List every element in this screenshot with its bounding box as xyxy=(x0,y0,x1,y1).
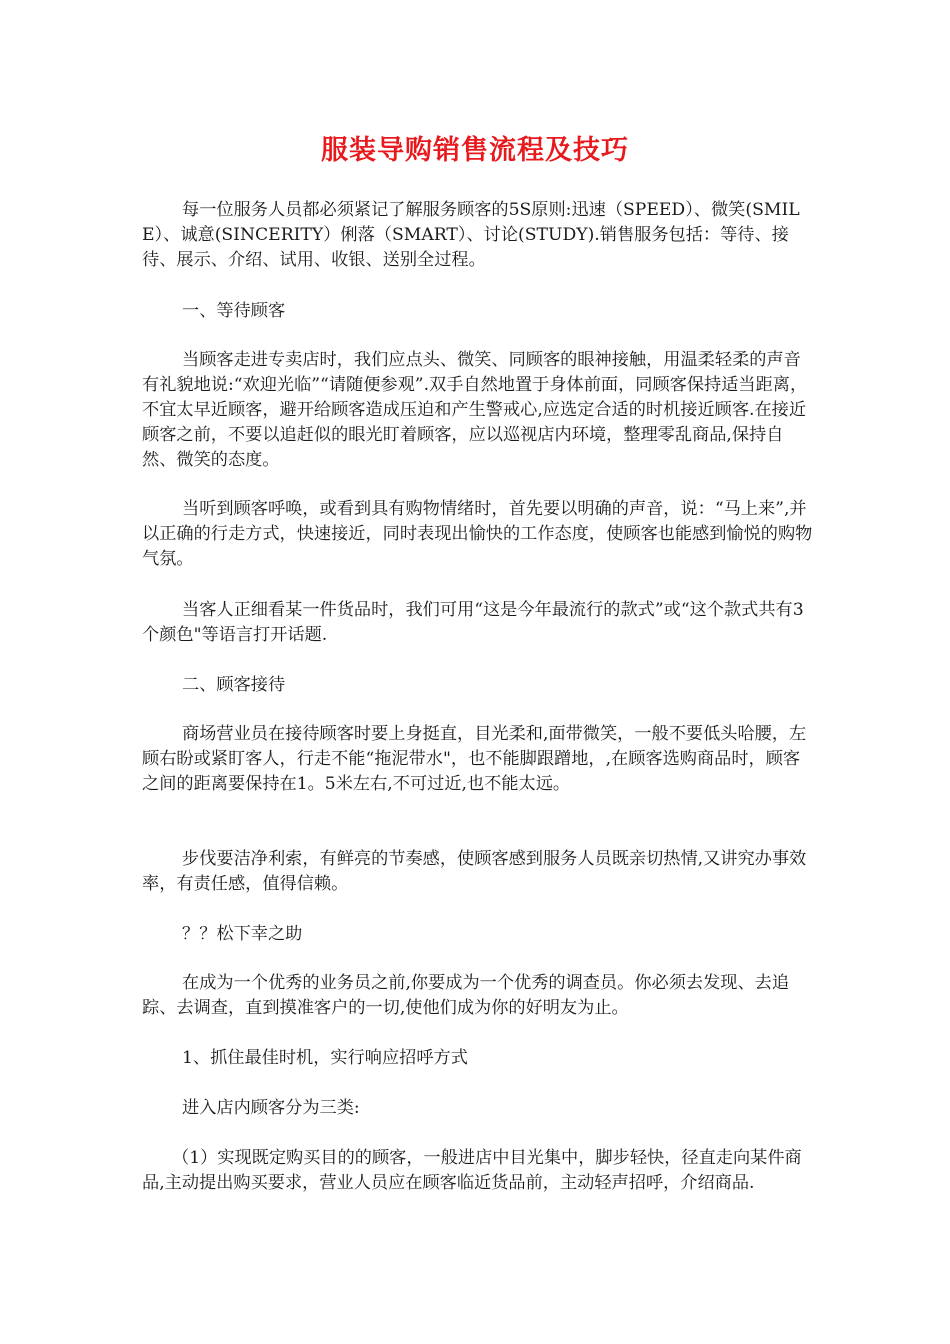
document-title: 服装导购销售流程及技巧 xyxy=(321,135,629,166)
quote-heading: ？？松下幸之助 xyxy=(182,924,303,944)
step-heading-1: 1、抓住最佳时机，实行响应招呼方式 xyxy=(182,1048,468,1068)
receive-paragraph-1: 商场营业员在接待顾客时要上身挺直，目光柔和,面带微笑，一般不要低头哈腰，左顾右盼或紧盯客人，行走不能“拖泥带水"，也不能脚跟蹭地，,在顾客选购商品时，顾客之间的距离要保持在1。5米左右,不可过近,也不能太远。 xyxy=(142,724,807,794)
wait-paragraph-2: 当听到顾客呼唤，或看到具有购物情绪时，首先要以明确的声音，说：“马上来”,并以正确的行走方式，快速接近，同时表现出愉快的工作态度，使顾客也能感到愉悦的购物气氛。 xyxy=(142,499,813,569)
wait-paragraph-3: 当客人正细看某一件货品时，我们可用“这是今年最流行的款式”或“这个款式共有3个颜色"等语言打开话题. xyxy=(142,600,804,645)
wait-paragraph-1: 当顾客走进专卖店时，我们应点头、微笑、同顾客的眼神接触，用温柔轻柔的声音有礼貌地说:“欢迎光临”“请随便参观”.双手自然地置于身体前面，同顾客保持适当距离，不宜太早近顾客，避开给顾客造成压迫和产生警戒心,应选定合适的时机接近顾客.在接近顾客之前，不要以追赶似的眼光盯着顾客，应以巡视店内环境，整理零乱商品,保持自然、微笑的态度。 xyxy=(142,350,808,470)
receive-paragraph-2: 步伐要洁净利索，有鲜亮的节奏感，使顾客感到服务人员既亲切热情,又讲究办事效率，有责任感，值得信赖。 xyxy=(142,849,807,894)
quote-paragraph: 在成为一个优秀的业务员之前,你要成为一个优秀的调查员。你必须去发现、去追踪、去调查，直到摸准客户的一切,使他们成为你的好明友为止。 xyxy=(142,973,790,1018)
section-heading-receive: 二、顾客接待 xyxy=(182,675,286,695)
customer-types-heading: 进入店内顾客分为三类: xyxy=(182,1098,360,1118)
section-heading-wait: 一、等待顾客 xyxy=(182,301,286,321)
customer-type-1-paragraph: （1）实现既定购买目的的顾客，一般进店中目光集中，脚步轻快，径直走向某件商品,主动提出购买要求，营业人员应在顾客临近货品前，主动轻声招呼，介绍商品. xyxy=(142,1148,802,1193)
intro-paragraph: 每一位服务人员都必须紧记了解服务顾客的5S原则:迅速（SPEED）、微笑(SMILE）、诚意(SINCERITY）俐落（SMART）、讨论(STUDY).销售服务包括：等待、接待、展示、介绍、试用、收银、送别全过程。 xyxy=(142,200,800,270)
